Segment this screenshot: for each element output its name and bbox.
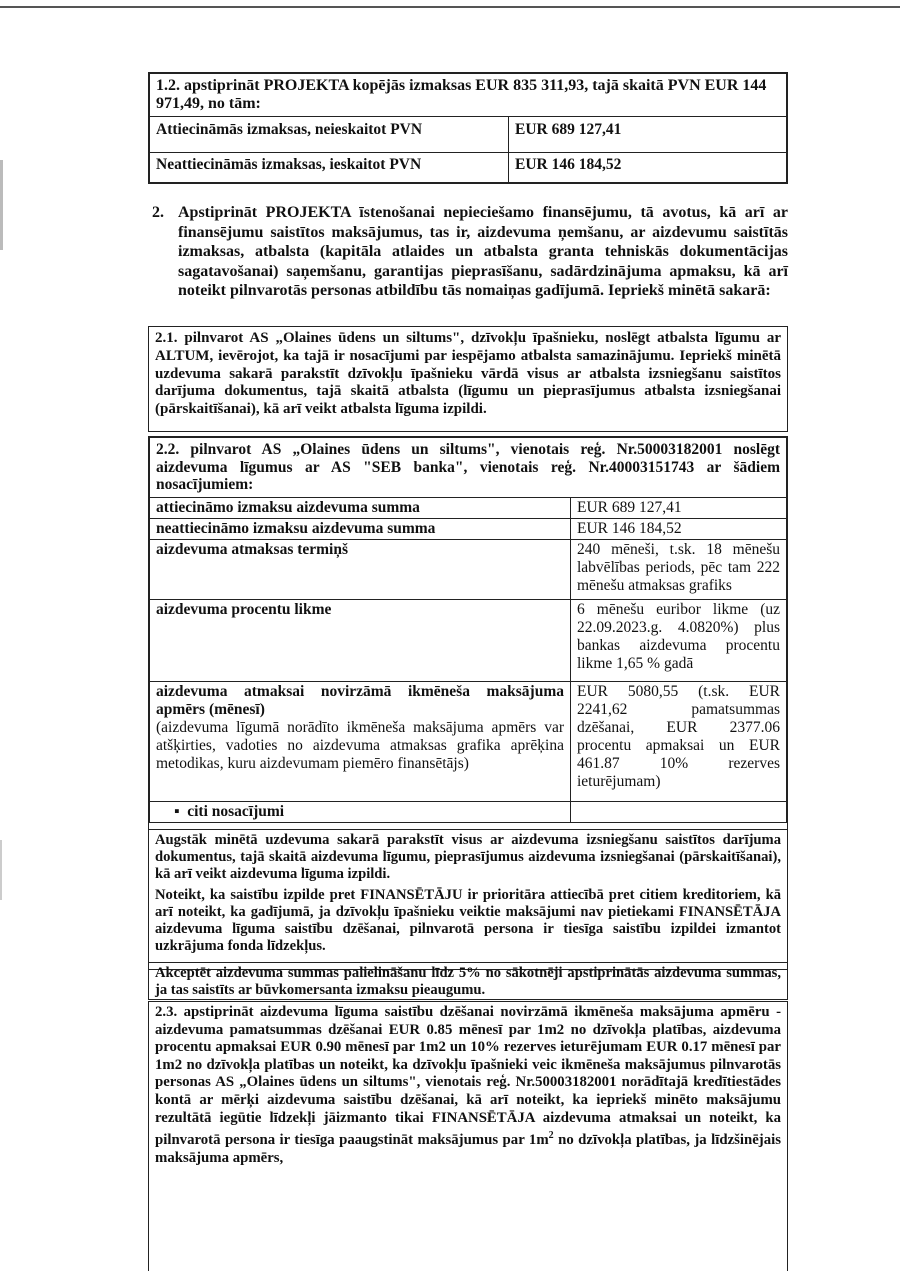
loan-term-value: 6 mēnešu euribor likme (uz 22.09.2023.g. 4.0820%) plus bankas aizdevuma procentu likme 1,65 % gadā xyxy=(571,599,787,681)
loan-term-value: 240 mēneši, t.sk. 18 mēnešu labvēlības periods, pēc tam 222 mēnešu atmaksas grafiks xyxy=(571,539,787,599)
cost-label: Attiecināmās izmaksas, neieskaitot PVN xyxy=(150,117,509,153)
section-2-number: 2. xyxy=(152,204,164,221)
section-2-paragraph xyxy=(152,203,788,301)
loan-term-label: neattiecināmo izmaksu aizdevuma summa xyxy=(150,518,571,539)
other-conditions-text-2: Noteikt, ka saistību izpilde pret FINANSĒTĀJU ir prioritāra attiecībā pret citiem kreditoriem, kā arī noteikt, ka gadījumā, ja dzīvokļu īpašnieku veiktie maksājumi nav pietiekami FINANSĒTĀJA aizdevuma līguma saistību dzēšanai, pilnvarotā persona ir tiesīga saistību izpildei izmantot uzkrājuma fonda līdzekļus. xyxy=(155,886,781,955)
increase-acceptance-box xyxy=(148,962,788,1000)
cost-label: Neattiecināmās izmaksas, ieskaitot PVN xyxy=(150,153,509,183)
loan-term-value: EUR 689 127,41 xyxy=(571,497,787,518)
section-2-1-box xyxy=(148,326,788,432)
loan-term-label: aizdevuma procentu likme xyxy=(150,599,571,681)
other-conditions-label: ▪ citi nosacījumi xyxy=(150,801,571,822)
section-2-text: Apstiprināt PROJEKTA īstenošanai nepieciešamo finansējumu, tā avotus, kā arī ar finansējumu saistītos maksājumus, tas ir, aizdevuma ņemšanu, ar aizdevumu saistītās izmaksas, atbalsta (kapitāla atlaides un atbalsta granta tehniskās dokumentācijas sagatavošanai) saņemšanu, garantijas pieprasīšanu, sadārdzinājuma apmaksu, kā arī noteikt pilnvarotās personas atbildību tās nomaiņas gadījumā. Iepriekš minētā sakarā: xyxy=(178,204,788,299)
section-2-3-sup: 2 xyxy=(548,1130,554,1142)
loan-term-value: EUR 146 184,52 xyxy=(571,518,787,539)
loan-term-label: attiecināmo izmaksu aizdevuma summa xyxy=(150,497,571,518)
section-2-3-text-b: no dzīvokļa platības, ja līdzšinējais maksājuma apmērs, xyxy=(155,1132,781,1166)
other-conditions-text: citi nosacījumi xyxy=(187,802,285,820)
section-2-1-text: 2.1. pilnvarot AS „Olaines ūdens un siltums", dzīvokļu īpašnieku, noslēgt atbalsta līgumu ar ALTUM, ievērojot, ka tajā ir nosacījumi par iespējamo atbalsta samazinājumu. Iepriekš minētā uzdevuma sakarā parakstīt dzīvokļu īpašnieku vārdā visus ar atbalsta izsniegšanu saistītos darījuma dokumentus, tajā skaitā atbalsta (līgumu un pieprasījumus atbalsta izsniegšanai (pārskaitīšanai), kā arī veikt atbalsta līguma izpildi. xyxy=(155,330,781,418)
scan-edge-line xyxy=(0,6,900,8)
section-1-2-box xyxy=(148,72,788,184)
loan-term-label: aizdevuma atmaksai novirzāmā ikmēneša maksājuma apmērs (mēnesī) xyxy=(156,682,564,718)
loan-term-label: aizdevuma atmaksas termiņš xyxy=(150,539,571,599)
other-conditions-box xyxy=(148,830,788,970)
other-conditions-text-1: Augstāk minētā uzdevuma sakarā parakstīt visus ar aizdevuma izsniegšanu saistītos darījuma dokumentus, tajā skaitā aizdevuma līgumu, pieprasījumus aizdevuma izsniegšanai (pārskaitīšanai), kā arī veikt aizdevuma līguma izpildi. xyxy=(155,832,781,883)
cost-table xyxy=(149,73,787,183)
loan-term-note: (aizdevuma līgumā norādīto ikmēneša maksājuma apmērs var atšķirties, vadoties no aizdevuma atmaksas grafika aprēķina metodikas, kuru aizdevumam piemēro finansētājs) xyxy=(156,718,564,772)
scan-margin-mark xyxy=(0,840,2,900)
increase-acceptance-text: Akceptēt aizdevuma summas palielināšanu līdz 5% no sākotnēji apstiprinātās aizdevuma summas, ja tas saistīts ar būvkomersanta izmaksu pieaugumu. xyxy=(155,965,781,998)
section-2-2-heading: 2.2. pilnvarot AS „Olaines ūdens un siltums", vienotais reģ. Nr.50003182001 noslēgt aizdevuma līgumus ar AS "SEB banka", vienotais reģ. Nr.40003151743 ar šādiem nosacījumiem: xyxy=(150,438,787,498)
cost-value: EUR 689 127,41 xyxy=(509,117,787,153)
other-conditions-empty xyxy=(571,801,787,822)
cost-value: EUR 146 184,52 xyxy=(509,153,787,183)
loan-term-value: EUR 5080,55 (t.sk. EUR 2241,62 pamatsummas dzēšanai, EUR 2377.06 procentu apmaksai un EUR 461.87 10% rezerves ieturējumam) xyxy=(571,681,787,801)
section-2-3-box xyxy=(148,1001,788,1271)
section-2-3-text xyxy=(149,1002,787,1170)
section-2-3-text-a: 2.3. apstiprināt aizdevuma līguma saistību dzēšanai novirzāmā ikmēneša maksājuma apmēru - aizdevuma pamatsummas dzēšanai EUR 0.85 mēnesī par 1m2 no dzīvokļa platības, aizdevuma procentu apmaksai EUR 0.90 mēnesī par 1m2 un 10% rezerves ieturējumam EUR 0.17 mēnesī par 1m2 no dzīvokļa platības un noteikt, ka dzīvokļu īpašnieki veic ikmēneša maksājumus pilnvarotās personas AS „Olaines ūdens un siltums", vienotais reģ. Nr.50003182001 norādītajā kredītiestādes kontā ar mērķi aizdevuma saistību dzēšanai, kā arī noteikt, ka iepriekš minēto maksājumu rezultātā iegūtie līdzekļi jāizmanto tikai FINANSĒTĀJA aizdevuma atmaksai un noteikt, ka pilnvarotā persona ir tiesīga paaugstināt maksājumus par 1m xyxy=(155,1004,781,1149)
section-2-2-box xyxy=(148,436,788,830)
monthly-payment-cell xyxy=(150,681,571,801)
loan-terms-table xyxy=(149,437,787,823)
scan-margin-mark xyxy=(0,160,3,250)
section-1-2-heading: 1.2. apstiprināt PROJEKTA kopējās izmaksas EUR 835 311,93, tajā skaitā PVN EUR 144 971,49, no tām: xyxy=(150,74,787,117)
